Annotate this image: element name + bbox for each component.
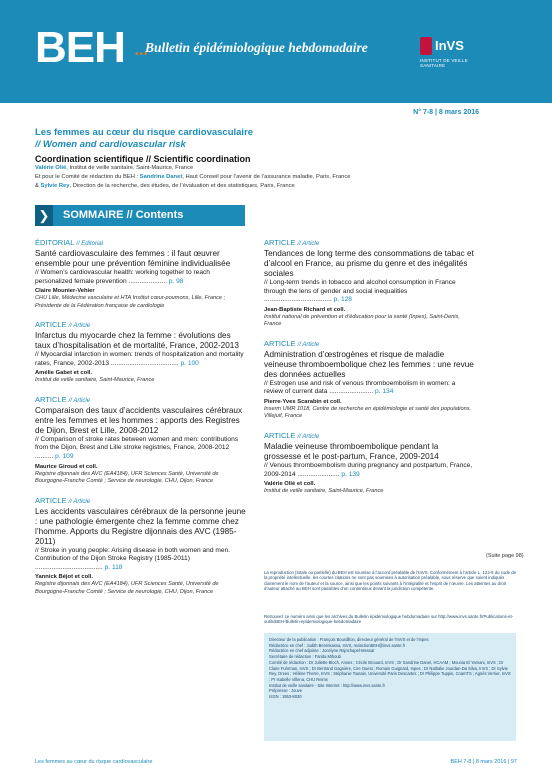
article-entry[interactable] [35, 320, 247, 385]
page-number[interactable]: p. 98 [168, 277, 184, 285]
page-number[interactable]: p. 109 [55, 453, 74, 461]
colophon-line: Directeur de la publication : François Bourdillon, directeur général de l’InVS et de l’Inpes [269, 637, 429, 642]
article-title[interactable]: Comparaison des taux d’accidents vasculaires cérébraux entre les femmes et les hommes : apports des Registres de Dijon, Brest et Lille, 2008-2012 [35, 405, 243, 435]
colophon-line: ISSN : 1953-8030 [269, 694, 302, 700]
article-entry[interactable] [35, 395, 247, 486]
coordination-block [35, 154, 505, 191]
article-title-en: // Venous thromboembolism during pregnancy and postpartum, France, 2009-2014 ....................... p. 139 [264, 461, 473, 478]
article-entry[interactable] [264, 431, 476, 496]
page-number[interactable]: p. 128 [333, 296, 352, 304]
page-number[interactable]: p. 118 [104, 563, 123, 571]
page-number[interactable]: p. 134 [375, 388, 394, 396]
article-title[interactable]: Tendances de long terme des consommations de tabac et d’alcool en France, au prisme du genre et des inégalités sociales [264, 249, 474, 278]
contents-column-right [264, 238, 476, 506]
article-author: Pierre-Yves Scarabin et coll. [264, 398, 342, 405]
article-affiliation: Inserm UMR 1018, Centre de recherche en épidémiologie et santé des populations, Villejuif, France [264, 405, 472, 420]
contents-banner [35, 205, 245, 226]
page-number[interactable]: p. 100 [180, 359, 199, 367]
article-title[interactable]: Infarctus du myocarde chez la femme : évolutions des taux d’hospitalisation et de mortalité, France, 2002-2013 [35, 331, 239, 351]
article-title-en: // Stroke in young people: Arising disease in both women and men. Contribution of the Dijon Stroke Registry (1985-2011) ..................................... p. 118 [35, 546, 231, 571]
article-author: Maurice Giroud et coll. [35, 463, 98, 470]
article-entry[interactable] [264, 339, 476, 421]
article-title[interactable]: Administration d’œstrogènes et risque de maladie veineuse thromboembolique chez les femmes : une revue des données actuelles [264, 349, 474, 379]
issue-number: N° 7-8 | 8 mars 2016 [413, 109, 479, 116]
article-author: Amélie Gabet et coll. [35, 370, 93, 377]
logo-dots: ••• [135, 49, 149, 60]
article-title-en: // Long-term trends in tobacco and alcohol consumption in France through the lens of gender and social inequalities ..................................... p. 128 [264, 279, 456, 304]
article-author: Valérie Olié et coll. [264, 481, 316, 488]
article-affiliation: Registre dijonnais des AVC (EA4184), UFR Sciences Santé, Université de Bourgogne-Franche Comté ; Service de neurologie, CHU, Dijon, France [35, 581, 219, 595]
footer-title: Les femmes au cœur du risque cardiovasculaire [35, 759, 153, 765]
article-title[interactable]: Les accidents vasculaires cérébraux de la personne jeune : une pathologie émergente chez la femme comme chez l’homme. Apports du Registre dijonnais des AVC (1985-2011) [35, 506, 246, 546]
contents-heading: SOMMAIRE // Contents [63, 209, 184, 221]
continued-note: (Suite page 98) [486, 553, 524, 559]
contents-column-left [35, 238, 247, 606]
coordination-line-3 [35, 182, 505, 191]
article-entry[interactable] [35, 238, 247, 310]
invs-logo [420, 37, 472, 79]
masthead [0, 0, 552, 103]
ampersand: & [35, 183, 41, 189]
beh-logo: BEH [35, 23, 125, 72]
committee-member-1: Sandrine Danet [139, 174, 183, 180]
committee-affiliation-1: , Haut Conseil pour l’avenir de l’assurance maladie, Paris, France [182, 174, 351, 180]
article-affiliation: CHU Lille, Médecine vasculaire et HTA Institut cœur-poumons, Lille, France ; Présidente de la Fédération française de cardiologie [35, 295, 226, 309]
title-en: // Women and cardiovascular risk [35, 139, 186, 150]
colophon-line[interactable]: Institut de veille sanitaire - Site Internet : http://www.invs.sante.fr [269, 682, 386, 688]
coordinator-name: Valérie Olié [35, 165, 67, 171]
committee-member-2: Sylvie Rey [40, 183, 70, 189]
article-category: ARTICLE // Article [35, 320, 91, 330]
title-fr: Les femmes au cœur du risque cardiovasculaire [35, 127, 254, 138]
article-category: ARTICLE // Article [35, 394, 91, 404]
article-title[interactable]: Maladie veineuse thromboembolique pendant la grossesse et le post-partum, France, 2009-2014 [264, 441, 439, 461]
article-author: Jean-Baptiste Richard et coll. [264, 306, 346, 313]
committee-prefix: Et pour le Comité de rédaction du BEH : [35, 174, 140, 180]
coordination-heading: Coordination scientifique // Scientific coordination [35, 154, 251, 164]
article-title[interactable]: Santé cardiovasculaire des femmes : il faut œuvrer ensemble pour une prévention féminine individualisée [35, 249, 231, 268]
article-category: ARTICLE // Article [35, 495, 91, 505]
coordination-line-2 [35, 173, 505, 182]
colophon-line: Comité de rédaction : Dr Juliette Bloch, Anses ; Cécile Brouard, InVS ; Dr Sandrine Danet, HCAAM ; Mounia El Yamani, InVS ; Dr Claire Fuhrman, InVS ; Dr Bertrand Gagnière, Cire Ouest ; Romain Guignard, Inpes ; Dr Nathalie Jourdan-Da Silva, InVS ; Dr Sylvie Rey, Drees ; Hélène Therre, InVS ; Stéphanie Toutain, Université Paris Descartes ; Dr Philippe Tuppin, CnamTS ; Agnès Verrier, InVS ; Pr Isabelle Villena, CHU Reims [269, 659, 511, 682]
archive-link-notice[interactable]: Retrouvez ce numéro ainsi que les archives du Bulletin épidémiologique hebdomadaire sur http://www.invs.sante.fr/Publications-et-outils/BEH-Bulletin-epidemiologique-hebdomadaire [264, 614, 514, 625]
coordinator-affiliation: , Institut de veille sanitaire, Saint-Maurice, France [66, 165, 194, 171]
article-category: ARTICLE // Article [264, 238, 320, 247]
article-category: ARTICLE // Article [264, 430, 320, 440]
invs-logo-text: InVS [435, 38, 464, 53]
article-title-en: // Women’s cardiovascular health: working together to reach personalized female prevention ..................... p. 98 [35, 269, 210, 285]
chevron-right-icon: ❯ [35, 205, 53, 226]
page-number[interactable]: p. 139 [341, 470, 360, 478]
invs-institute-name: INSTITUT DE VEILLE SANITAIRE [420, 58, 468, 68]
colophon-box [264, 633, 516, 741]
colophon-line: Secrétaire de rédaction : Farida Mihoub [269, 654, 341, 660]
article-title-en: // Estrogen use and risk of venous thromboembolism in women: a review of current data ........................ p. 134 [264, 379, 456, 396]
article-category: ÉDITORIAL // Editorial [35, 238, 103, 247]
committee-affiliation-2: , Direction de la recherche, des études, de l’évaluation et des statistiques, Paris, France [69, 183, 295, 189]
colophon-line: Rédactrice en chef : Judith Benrekassa, InVS, redactionBEH@invs.sante.fr [269, 642, 406, 648]
colophon-line: Prépresse : Jouve [269, 688, 302, 694]
article-affiliation: Registre dijonnais des AVC (EA4184), UFR Sciences Santé, Université de Bourgogne-Franche Comté ; Service de neurologie, CHU, Dijon, France [35, 470, 219, 485]
article-affiliation: Institut de veille sanitaire, Saint-Maurice, France [264, 488, 384, 495]
article-entry[interactable] [264, 238, 476, 329]
article-entry[interactable] [35, 496, 247, 597]
publication-subtitle: Bulletin épidémiologique hebdomadaire [145, 40, 368, 55]
reproduction-notice: La reproduction (totale ou partielle) du BEH est soumise à l’accord préalable de l’InVS. Conformément à l’article L. 122-5 du code de la propriété intellectuelle, les courtes citations ne sont pas soumises à autorisation préalable, sous réserve que soient indiqués clairement le nom de l’auteur et la source, ainsi que les points suivants à l’intégralité et l’esprit de l’œuvre. Les atteintes au droit d’auteur attaché au BEH sont passibles d’un contentieux devant la juridiction compétente. [264, 570, 516, 592]
colophon-line: Rédactrice en chef adjointe : Jocelyne Rajnchapel-Messaï [269, 648, 375, 654]
page-title [35, 127, 253, 151]
article-category: ARTICLE // Article [264, 338, 320, 348]
coordination-line-1 [35, 164, 505, 173]
invs-mark-icon [420, 37, 432, 55]
footer-issue-page: BEH 7-8 | 8 mars 2016 | 97 [450, 759, 517, 765]
article-author: Yannick Béjot et coll. [35, 574, 93, 581]
article-affiliation: Institut de veille sanitaire, Saint-Maurice, France [35, 377, 155, 384]
article-title-en: // Myocardial infarction in women: trends of hospitalization and mortality rates, France, 2002-2013 ..................................... p. 100 [35, 351, 244, 367]
article-affiliation: Institut national de prévention et d’éducation pour la santé (Inpes), Saint-Denis, France [264, 313, 460, 328]
article-author: Claire Mounier-Vehier [35, 288, 95, 295]
article-title-en: // Comparison of stroke rates between women and men: contributions from the Dijon, Brest and Lille stroke registries, France, 2008-2012 .......... p. 109 [35, 435, 239, 461]
